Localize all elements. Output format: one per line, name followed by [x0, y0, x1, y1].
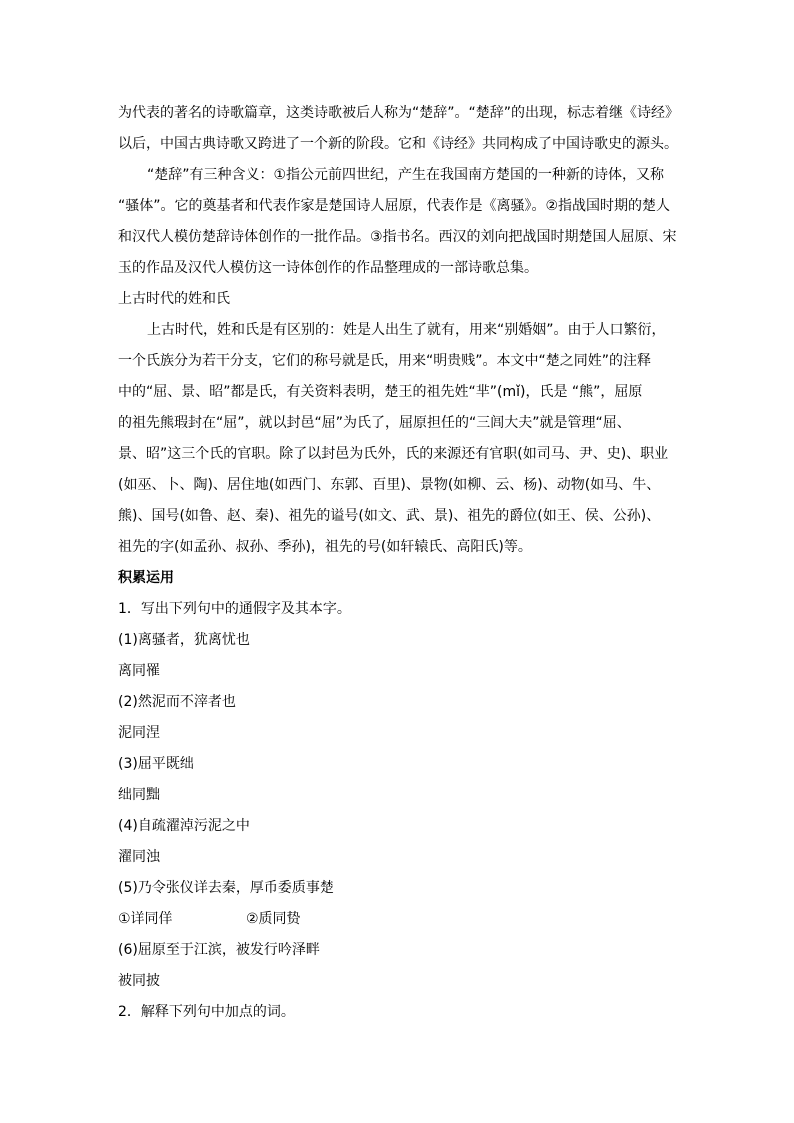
q1-item-6-answer: 被同披	[118, 973, 160, 989]
q1-item-2-sentence: (2)然泥而不滓者也	[118, 694, 236, 710]
q1-item-5-answers	[118, 904, 684, 935]
q1-item-1-answer: 离同罹	[118, 663, 160, 679]
q1-item-5-sentence: (5)乃令张仪详去秦，厚币委质事楚	[118, 880, 334, 896]
q1-item-2-answer: 泥同涅	[118, 725, 160, 741]
surname-line-3: 中的“屈、景、昭”都是氏，有关资料表明，楚王的祖先姓“芈”(mǐ)，氏是 “熊”，屈原	[118, 384, 643, 400]
q1-item-3-sentence: (3)屈平既绌	[118, 756, 194, 772]
q1-item-3-answer: 绌同黜	[118, 787, 160, 803]
q1-item-5-answer-b: ②质同贽	[246, 911, 301, 927]
question-2: 2．解释下列句中加点的词。	[118, 1004, 295, 1020]
question-1: 1．写出下列句中的通假字及其本字。	[118, 601, 351, 617]
surname-line-7: 熊)、国号(如鲁、赵、秦)、祖先的谥号(如文、武、景)、祖先的爵位(如王、侯、公孙)、	[118, 508, 661, 524]
document-page	[118, 98, 684, 1028]
q1-item-4-answer: 濯同浊	[118, 849, 160, 865]
q1-item-4-sentence: (4)自疏濯淖污泥之中	[118, 818, 250, 834]
q1-item-5-answer-a: ①详同佯	[118, 911, 173, 927]
chuci-paragraph-2-line-4: 玉的作品及汉代人模仿这一诗体创作的作品整理成的一部诗歌总集。	[118, 260, 538, 276]
surname-line-4: 的祖先熊瑕封在“屈”，就以封邑“屈”为氏了，屈原担任的“三闾大夫”就是管理“屈、	[118, 415, 631, 431]
surname-heading: 上古时代的姓和氏	[118, 291, 230, 307]
q1-item-1-sentence: (1)离骚者，犹离忧也	[118, 632, 250, 648]
chuci-paragraph-1-line-2: 以后，中国古典诗歌又跨进了一个新的阶段。它和《诗经》共同构成了中国诗歌史的源头。	[118, 136, 678, 152]
surname-line-1: 上古时代，姓和氏是有区别的：姓是人出生了就有，用来“别婚姻”。由于人口繁衍，	[147, 322, 666, 338]
chuci-paragraph-1-line-1: 为代表的著名的诗歌篇章，这类诗歌被后人称为“楚辞”。“楚辞”的出现，标志着继《诗经》	[118, 105, 680, 121]
surname-line-8: 祖先的字(如孟孙、叔孙、季孙)，祖先的号(如轩辕氏、高阳氏)等。	[118, 539, 532, 555]
surname-line-6: (如巫、卜、陶)、居住地(如西门、东郭、百里)、景物(如柳、云、杨)、动物(如马、牛、	[118, 477, 661, 493]
surname-line-2: 一个氏族分为若干分支，它们的称号就是氏，用来“明贵贱”。本文中“楚之同姓”的注释	[118, 353, 652, 369]
chuci-paragraph-2-line-2: “骚体”。它的奠基者和代表作家是楚国诗人屈原，代表作是《离骚》。②指战国时期的楚人	[118, 198, 671, 214]
surname-line-5: 景、昭”这三个氏的官职。除了以封邑为氏外，氏的来源还有官职(如司马、尹、史)、职业	[118, 446, 669, 462]
chuci-paragraph-2-line-3: 和汉代人模仿楚辞诗体创作的一批作品。③指书名。西汉的刘向把战国时期楚国人屈原、宋	[118, 229, 677, 245]
exercise-heading: 积累运用	[118, 570, 174, 586]
chuci-paragraph-2-line-1: “楚辞”有三种含义：①指公元前四世纪，产生在我国南方楚国的一种新的诗体，又称	[147, 167, 665, 183]
q1-item-6-sentence: (6)屈原至于江滨，被发行吟泽畔	[118, 942, 320, 958]
